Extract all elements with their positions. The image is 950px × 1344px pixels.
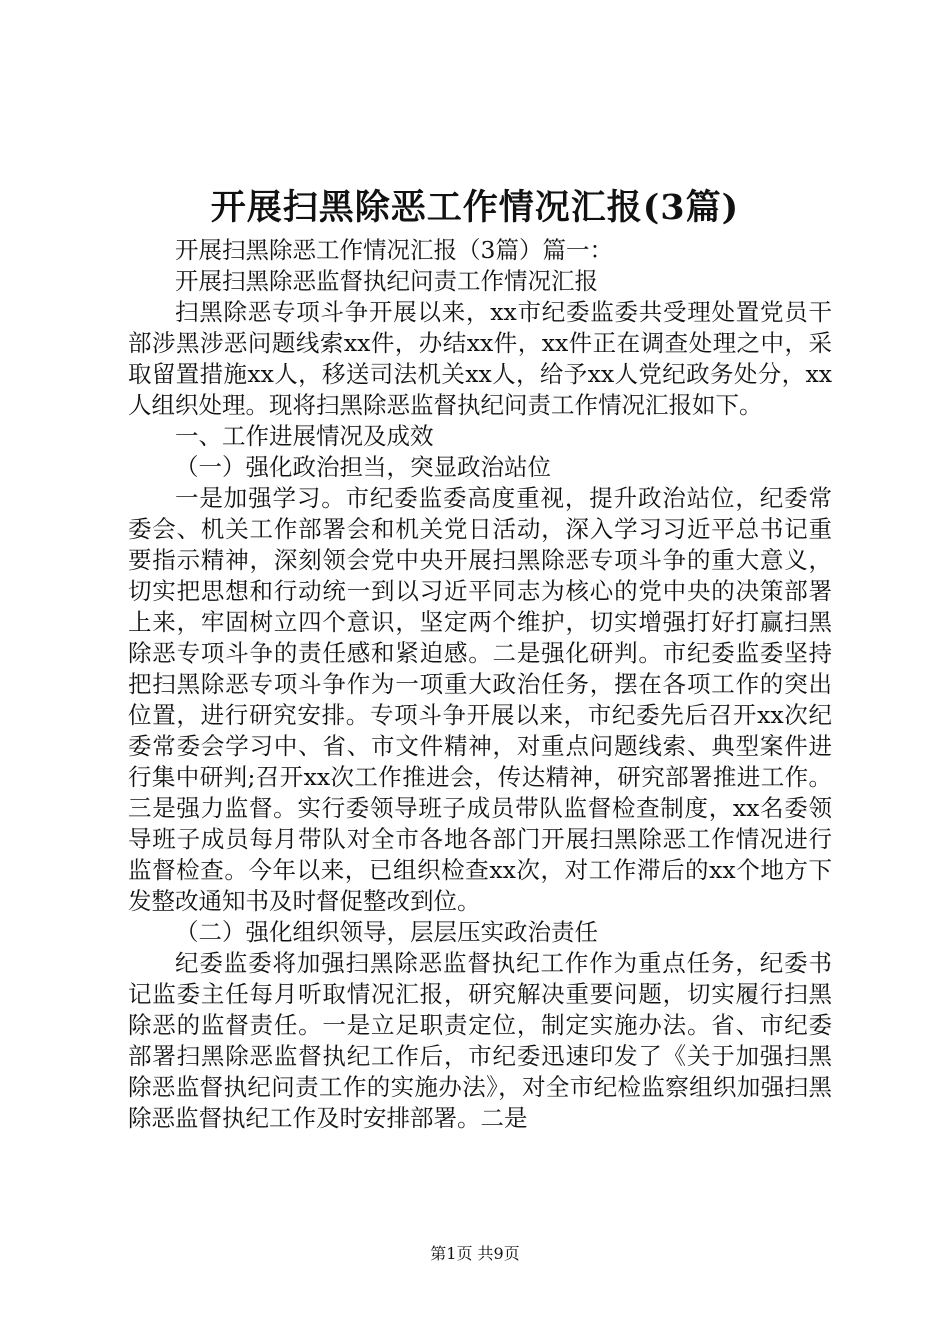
paragraph-body-1: 一是加强学习。市纪委监委高度重视，提升政治站位，纪委常委会、机关工作部署会和机关党日活动，深入学习习近平总书记重要指示精神，深刻领会党中央开展扫黑除恶专项斗争的重大意义，切实把思想和行动统一到以习近平同志为核心的党中央的决策部署上来，牢固树立四个意识，坚定两个维护，切实增强打好打赢扫黑除恶专项斗争的责任感和紧迫感。二是强化研判。市纪委监委坚持把扫黑除恶专项斗争作为一项重大政治任务，摆在各项工作的突出位置，进行研究安排。专项斗争开展以来，市纪委先后召开xx次纪委常委会学习中、省、市文件精神，对重点问题线索、典型案件进行集中研判;召开xx次工作推进会，传达精神，研究部署推进工作。三是强力监督。实行委领导班子成员带队监督检查制度，xx名委领导班子成员每月带队对全市各地各部门开展扫黑除恶工作情况进行监督检查。今年以来，已组织检查xx次，对工作滞后的xx个地方下发整改通知书及时督促整改到位。 bbox=[128, 484, 832, 915]
paragraph-part-heading: 开展扫黑除恶工作情况汇报（3篇）篇一： bbox=[175, 236, 613, 264]
paragraph-intro: 扫黑除恶专项斗争开展以来，xx市纪委监委共受理处置党员干部涉黑涉恶问题线索xx件，办结xx件，xx件正在调查处理之中，采取留置措施xx人，移送司法机关xx人，给予xx人党纪政务处分，xx人组织处理。现将扫黑除恶监督执纪问责工作情况汇报如下。 bbox=[128, 298, 832, 419]
document-title: 开展扫黑除恶工作情况汇报(3篇) bbox=[210, 187, 740, 228]
subsection-heading-1: （一）强化政治担当，突显政治站位 bbox=[175, 453, 551, 481]
paragraph-body-2: 纪委监委将加强扫黑除恶监督执纪工作作为重点任务，纪委书记监委主任每月听取情况汇报，研究解决重要问题，切实履行扫黑除恶的监督责任。一是立足职责定位，制定实施办法。省、市纪委部署扫黑除恶监督执纪工作后，市纪委迅速印发了《关于加强扫黑除恶监督执纪问责工作的实施办法》，对全市纪检监察组织加强扫黑除恶监督执纪工作及时安排部署。二是 bbox=[128, 949, 832, 1132]
page-number-footer: 第1页 共9页 bbox=[430, 1244, 520, 1263]
paragraph-subtitle: 开展扫黑除恶监督执纪问责工作情况汇报 bbox=[175, 267, 598, 295]
document-body bbox=[128, 235, 832, 1134]
section-heading: 一、工作进展情况及成效 bbox=[175, 422, 434, 450]
subsection-heading-2: （二）强化组织领导，层层压实政治责任 bbox=[175, 918, 598, 946]
